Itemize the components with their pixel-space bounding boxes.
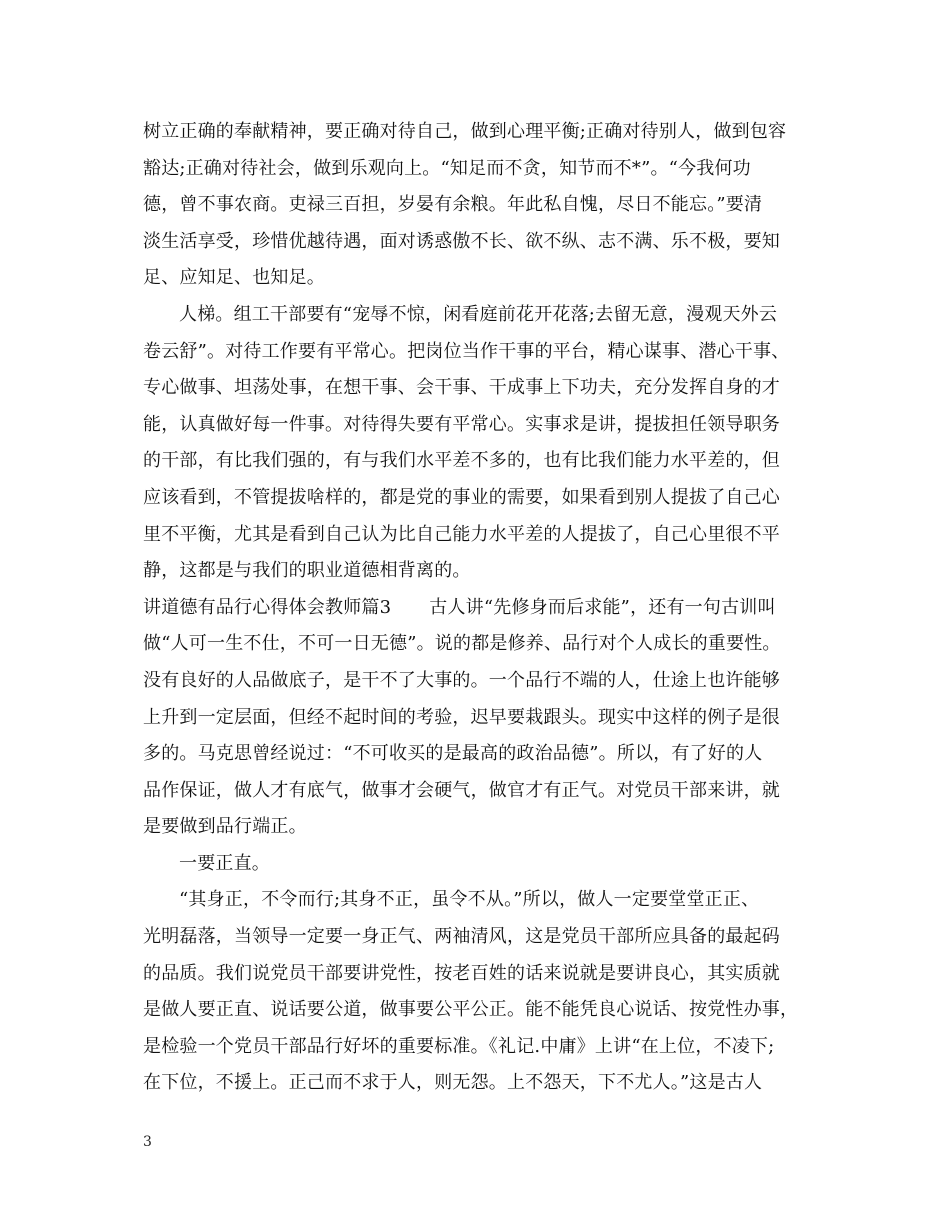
- text-line: 的品质。我们说党员干部要讲党性，按老百姓的话来说就是要讲良心，其实质就: [143, 962, 780, 984]
- body-text: [143, 114, 815, 1102]
- text-line: 静，这都是与我们的职业道德相背离的。: [143, 560, 471, 582]
- paragraph-start-line: 一要正直。: [179, 852, 270, 874]
- text-line: 卷云舒”。对待工作要有平常心。把岗位当作干事的平台，精心谋事、潜心干事、: [143, 340, 790, 362]
- text-line: 豁达;正确对待社会，做到乐观向上。“知足而不贪，知节而不*”。“今我何功: [143, 157, 751, 179]
- text-line: 没有良好的人品做底子，是干不了大事的。一个品行不端的人，仕途上也许能够: [143, 669, 780, 691]
- text-line: 能，认真做好每一件事。对待得失要有平常心。实事求是讲，提拔担任领导职务: [143, 413, 780, 435]
- section-intro-text: 古人讲“先修身而后求能”，还有一句古训叫: [429, 596, 776, 618]
- text-line: 是要做到品行端正。: [143, 816, 307, 838]
- text-line: 多的。马克思曾经说过：“不可收买的是最高的政治品德”。所以，有了好的人: [143, 743, 763, 765]
- paragraph-start-line: 人梯。组工干部要有“宠辱不惊，闲看庭前花开花落;去留无意，漫观天外云: [179, 303, 778, 325]
- text-line: 在下位，不援上。正己而不求于人，则无怨。上不怨天，下不尤人。”这是古人: [143, 1072, 763, 1094]
- text-line: 淡生活享受，珍惜优越待遇，面对诱惑傲不长、欲不纵、志不满、乐不极，要知: [143, 230, 780, 252]
- text-line: 上升到一定层面，但经不起时间的考验，迟早要栽跟头。现实中这样的例子是很: [143, 706, 780, 728]
- text-line: 品作保证，做人才有底气，做事才会硬气，做官才有正气。对党员干部来讲，就: [143, 779, 780, 801]
- paragraph-start-line: “其身正，不令而行;其身不正，虽令不从。”所以，做人一定要堂堂正正、: [179, 889, 760, 911]
- text-line: 专心做事、坦荡处事，在想干事、会干事、干成事上下功夫，充分发挥自身的才: [143, 377, 780, 399]
- text-line: 是做人要正直、说话要公道，做事要公平公正。能不能凭良心说话、按党性办事，: [143, 999, 799, 1021]
- text-line: 树立正确的奉献精神，要正确对待自己，做到心理平衡;正确对待别人，做到包容: [143, 121, 787, 142]
- section-heading-line: [143, 590, 815, 627]
- text-line: 里不平衡，尤其是看到自己认为比自己能力水平差的人提拔了，自己心里很不平: [143, 523, 780, 545]
- text-line: 足、应知足、也知足。: [143, 267, 325, 289]
- text-line: 的干部，有比我们强的，有与我们水平差不多的，也有比我们能力水平差的，但: [143, 450, 780, 472]
- section-title: 讲道德有品行心得体会教师篇3: [143, 596, 392, 618]
- text-line: 是检验一个党员干部品行好坏的重要标准。《礼记.中庸》上讲“在上位，不凌下;: [143, 1035, 775, 1057]
- text-line: 应该看到，不管提拔啥样的，都是党的事业的需要，如果看到别人提拔了自己心: [143, 486, 780, 508]
- text-line: 光明磊落，当领导一定要一身正气、两袖清风，这是党员干部所应具备的最起码: [143, 926, 780, 948]
- page-number: 3: [143, 1134, 152, 1150]
- text-line: 德，曾不事农商。吏禄三百担，岁晏有余粮。年此私自愧，尽日不能忘。”要清: [143, 194, 763, 216]
- text-line: 做“人可一生不仕，不可一日无德”。说的都是修养、品行对个人成长的重要性。: [143, 633, 781, 655]
